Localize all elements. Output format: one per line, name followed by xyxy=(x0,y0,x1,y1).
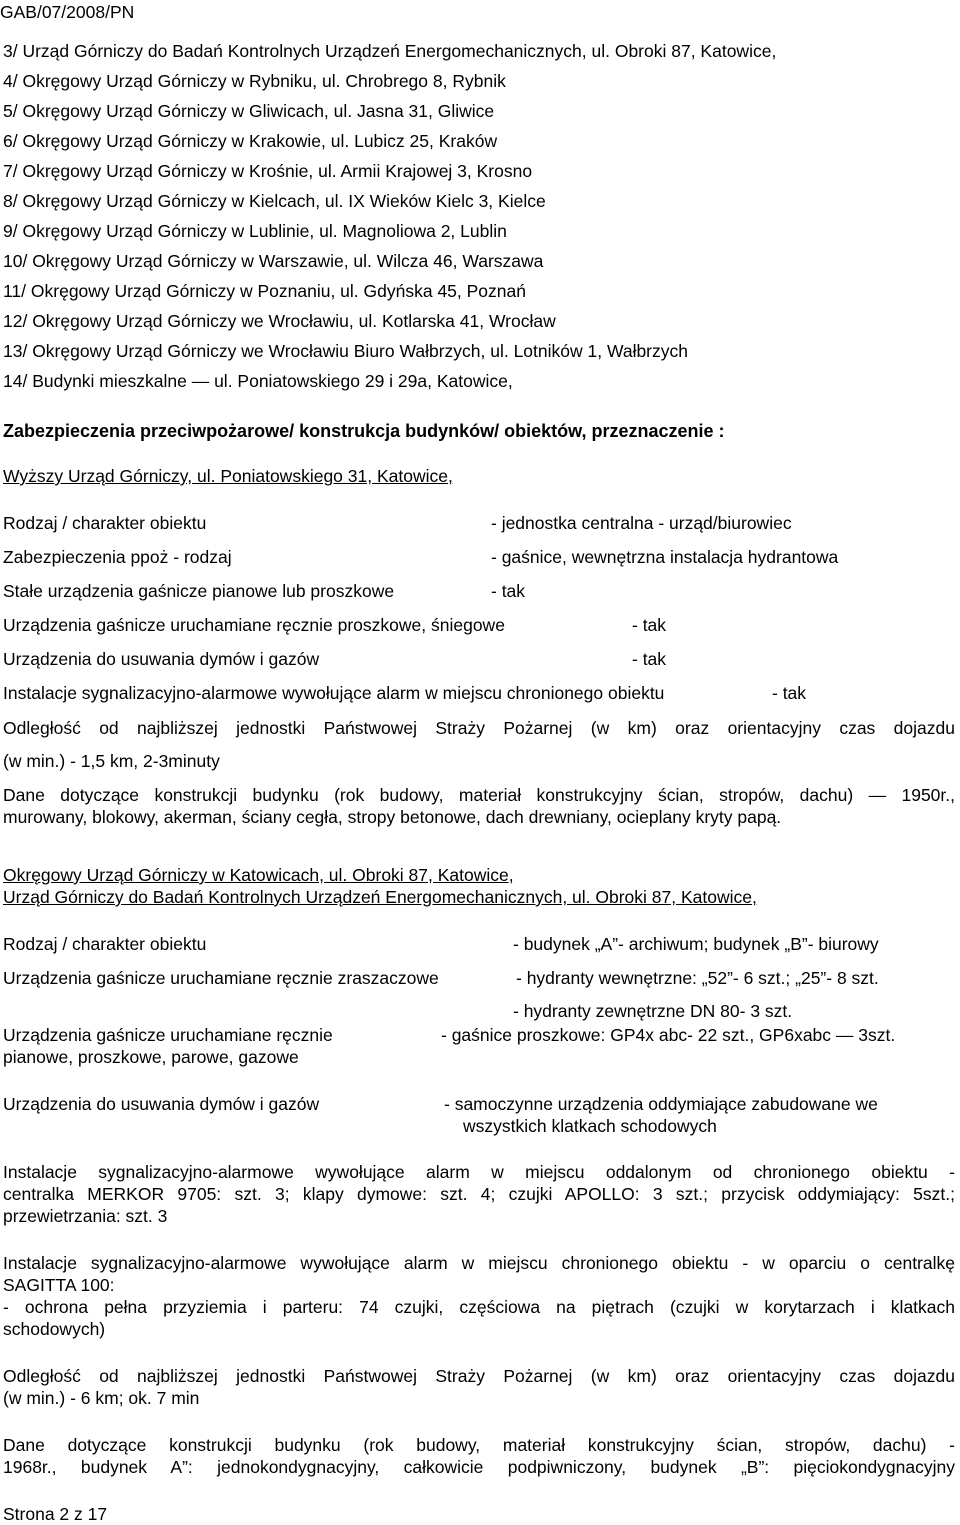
list-item: 14/ Budynki mieszkalne — ul. Poniatowskiego 29 i 29a, Katowice, xyxy=(3,371,513,391)
row-value: - samoczynne urządzenia oddymiające zabudowane we xyxy=(444,1094,878,1114)
construction-text: 1968r., budynek A”: jednokondygnacyjny, całkowicie podpiwniczony, budynek „B”: pięciokondygnacyjny xyxy=(3,1457,955,1477)
building-title: Urząd Górniczy do Badań Kontrolnych Urządzeń Energomechanicznych, ul. Obroki 87, Katowice, xyxy=(3,887,757,907)
distance-text: (w min.) - 1,5 km, 2-3minuty xyxy=(3,751,220,771)
list-item: 8/ Okręgowy Urząd Górniczy w Kielcach, ul. IX Wieków Kielc 3, Kielce xyxy=(3,191,546,211)
construction-text: Dane dotyczące konstrukcji budynku (rok budowy, materiał konstrukcyjny ścian, stropów, dachu) - xyxy=(3,1435,955,1455)
row-value: - gaśnice, wewnętrzna instalacja hydrantowa xyxy=(491,547,839,567)
row-value: - budynek „A”- archiwum; budynek „B”- biurowy xyxy=(513,934,879,954)
distance-text: (w min.) - 6 km; ok. 7 min xyxy=(3,1388,200,1408)
row-value: - hydranty wewnętrzne: „52”- 6 szt.; „25”- 8 szt. xyxy=(516,968,879,988)
list-item: 6/ Okręgowy Urząd Górniczy w Krakowie, ul. Lubicz 25, Kraków xyxy=(3,131,498,151)
row-value: - tak xyxy=(772,683,807,703)
alarm-text: centralka MERKOR 9705: szt. 3; klapy dymowe: szt. 4; czujki APOLLO: 3 szt.; przycisk oddymiający: 5szt.; xyxy=(3,1184,955,1204)
alarm-text: przewietrzania: szt. 3 xyxy=(3,1206,168,1226)
list-item: 11/ Okręgowy Urząd Górniczy w Poznaniu, ul. Gdyńska 45, Poznań xyxy=(3,281,526,301)
row-value: - tak xyxy=(632,615,667,635)
distance-text: Odległość od najbliższej jednostki Państwowej Straży Pożarnej (w km) oraz orientacyjny czas dojazdu xyxy=(3,718,955,738)
row-label: Stałe urządzenia gaśnicze pianowe lub proszkowe xyxy=(3,581,395,601)
row-value: - jednostka centralna - urząd/biurowiec xyxy=(491,513,792,533)
row-label: Instalacje sygnalizacyjno-alarmowe wywołujące alarm w miejscu chronionego obiektu xyxy=(3,683,665,703)
list-item: 12/ Okręgowy Urząd Górniczy we Wrocławiu, ul. Kotlarska 41, Wrocław xyxy=(3,311,556,331)
document-code: GAB/07/2008/PN xyxy=(0,2,135,22)
alarm-text: Instalacje sygnalizacyjno-alarmowe wywołujące alarm w miejscu oddalonym od chronionego obiektu - xyxy=(3,1162,955,1182)
row-label: Urządzenia gaśnicze uruchamiane ręcznie proszkowe, śniegowe xyxy=(3,615,505,635)
list-item: 9/ Okręgowy Urząd Górniczy w Lublinie, ul. Magnoliowa 2, Lublin xyxy=(3,221,507,241)
list-item: 13/ Okręgowy Urząd Górniczy we Wrocławiu Biuro Wałbrzych, ul. Lotników 1, Wałbrzych xyxy=(3,341,688,361)
alarm-text: schodowych) xyxy=(3,1319,106,1339)
list-item: 7/ Okręgowy Urząd Górniczy w Krośnie, ul. Armii Krajowej 3, Krosno xyxy=(3,161,533,181)
row-label: Urządzenia do usuwania dymów i gazów xyxy=(3,1094,320,1114)
row-label: Urządzenia do usuwania dymów i gazów xyxy=(3,649,320,669)
row-value: - tak xyxy=(632,649,667,669)
building-title: Wyższy Urząd Górniczy, ul. Poniatowskiego 31, Katowice, xyxy=(3,466,453,486)
row-value: - tak xyxy=(491,581,526,601)
row-label: Zabezpieczenia ppoż - rodzaj xyxy=(3,547,232,567)
distance-text: Odległość od najbliższej jednostki Państwowej Straży Pożarnej (w km) oraz orientacyjny czas dojazdu xyxy=(3,1366,955,1386)
building-title: Okręgowy Urząd Górniczy w Katowicach, ul. Obroki 87, Katowice, xyxy=(3,865,514,885)
alarm-text: Instalacje sygnalizacyjno-alarmowe wywołujące alarm w miejscu chronionego obiektu - w oparciu o centralkę xyxy=(3,1253,955,1273)
list-item: 10/ Okręgowy Urząd Górniczy w Warszawie, ul. Wilcza 46, Warszawa xyxy=(3,251,544,271)
construction-text: murowany, blokowy, akerman, ściany cegła, stropy betonowe, dach drewniany, ocieplany kryty papą. xyxy=(3,807,782,827)
row-value: - gaśnice proszkowe: GP4x abc- 22 szt., GP6xabc — 3szt. xyxy=(441,1025,896,1045)
row-label: Urządzenia gaśnicze uruchamiane ręcznie xyxy=(3,1025,333,1045)
page-number: Strona 2 z 17 xyxy=(3,1504,108,1524)
list-item: 4/ Okręgowy Urząd Górniczy w Rybniku, ul. Chrobrego 8, Rybnik xyxy=(3,71,506,91)
list-item: 3/ Urząd Górniczy do Badań Kontrolnych Urządzeń Energomechanicznych, ul. Obroki 87, Katowice, xyxy=(3,41,777,61)
row-label: Rodzaj / charakter obiektu xyxy=(3,934,207,954)
row-value: - hydranty zewnętrzne DN 80- 3 szt. xyxy=(513,1001,793,1021)
construction-text: Dane dotyczące konstrukcji budynku (rok budowy, materiał konstrukcyjny ścian, stropów, dachu) — 1950r., xyxy=(3,785,955,805)
row-label: pianowe, proszkowe, parowe, gazowe xyxy=(3,1047,299,1067)
section-heading: Zabezpieczenia przeciwpożarowe/ konstrukcja budynków/ obiektów, przeznaczenie : xyxy=(3,421,725,441)
row-value: wszystkich klatkach schodowych xyxy=(463,1116,717,1136)
row-label: Urządzenia gaśnicze uruchamiane ręcznie zraszaczowe xyxy=(3,968,439,988)
row-label: Rodzaj / charakter obiektu xyxy=(3,513,207,533)
alarm-text: SAGITTA 100: xyxy=(3,1275,115,1295)
list-item: 5/ Okręgowy Urząd Górniczy w Gliwicach, ul. Jasna 31, Gliwice xyxy=(3,101,495,121)
alarm-text: - ochrona pełna przyziemia i parteru: 74 czujki, częściowa na piętrach (czujki w korytarzach i klatkach xyxy=(3,1297,955,1317)
